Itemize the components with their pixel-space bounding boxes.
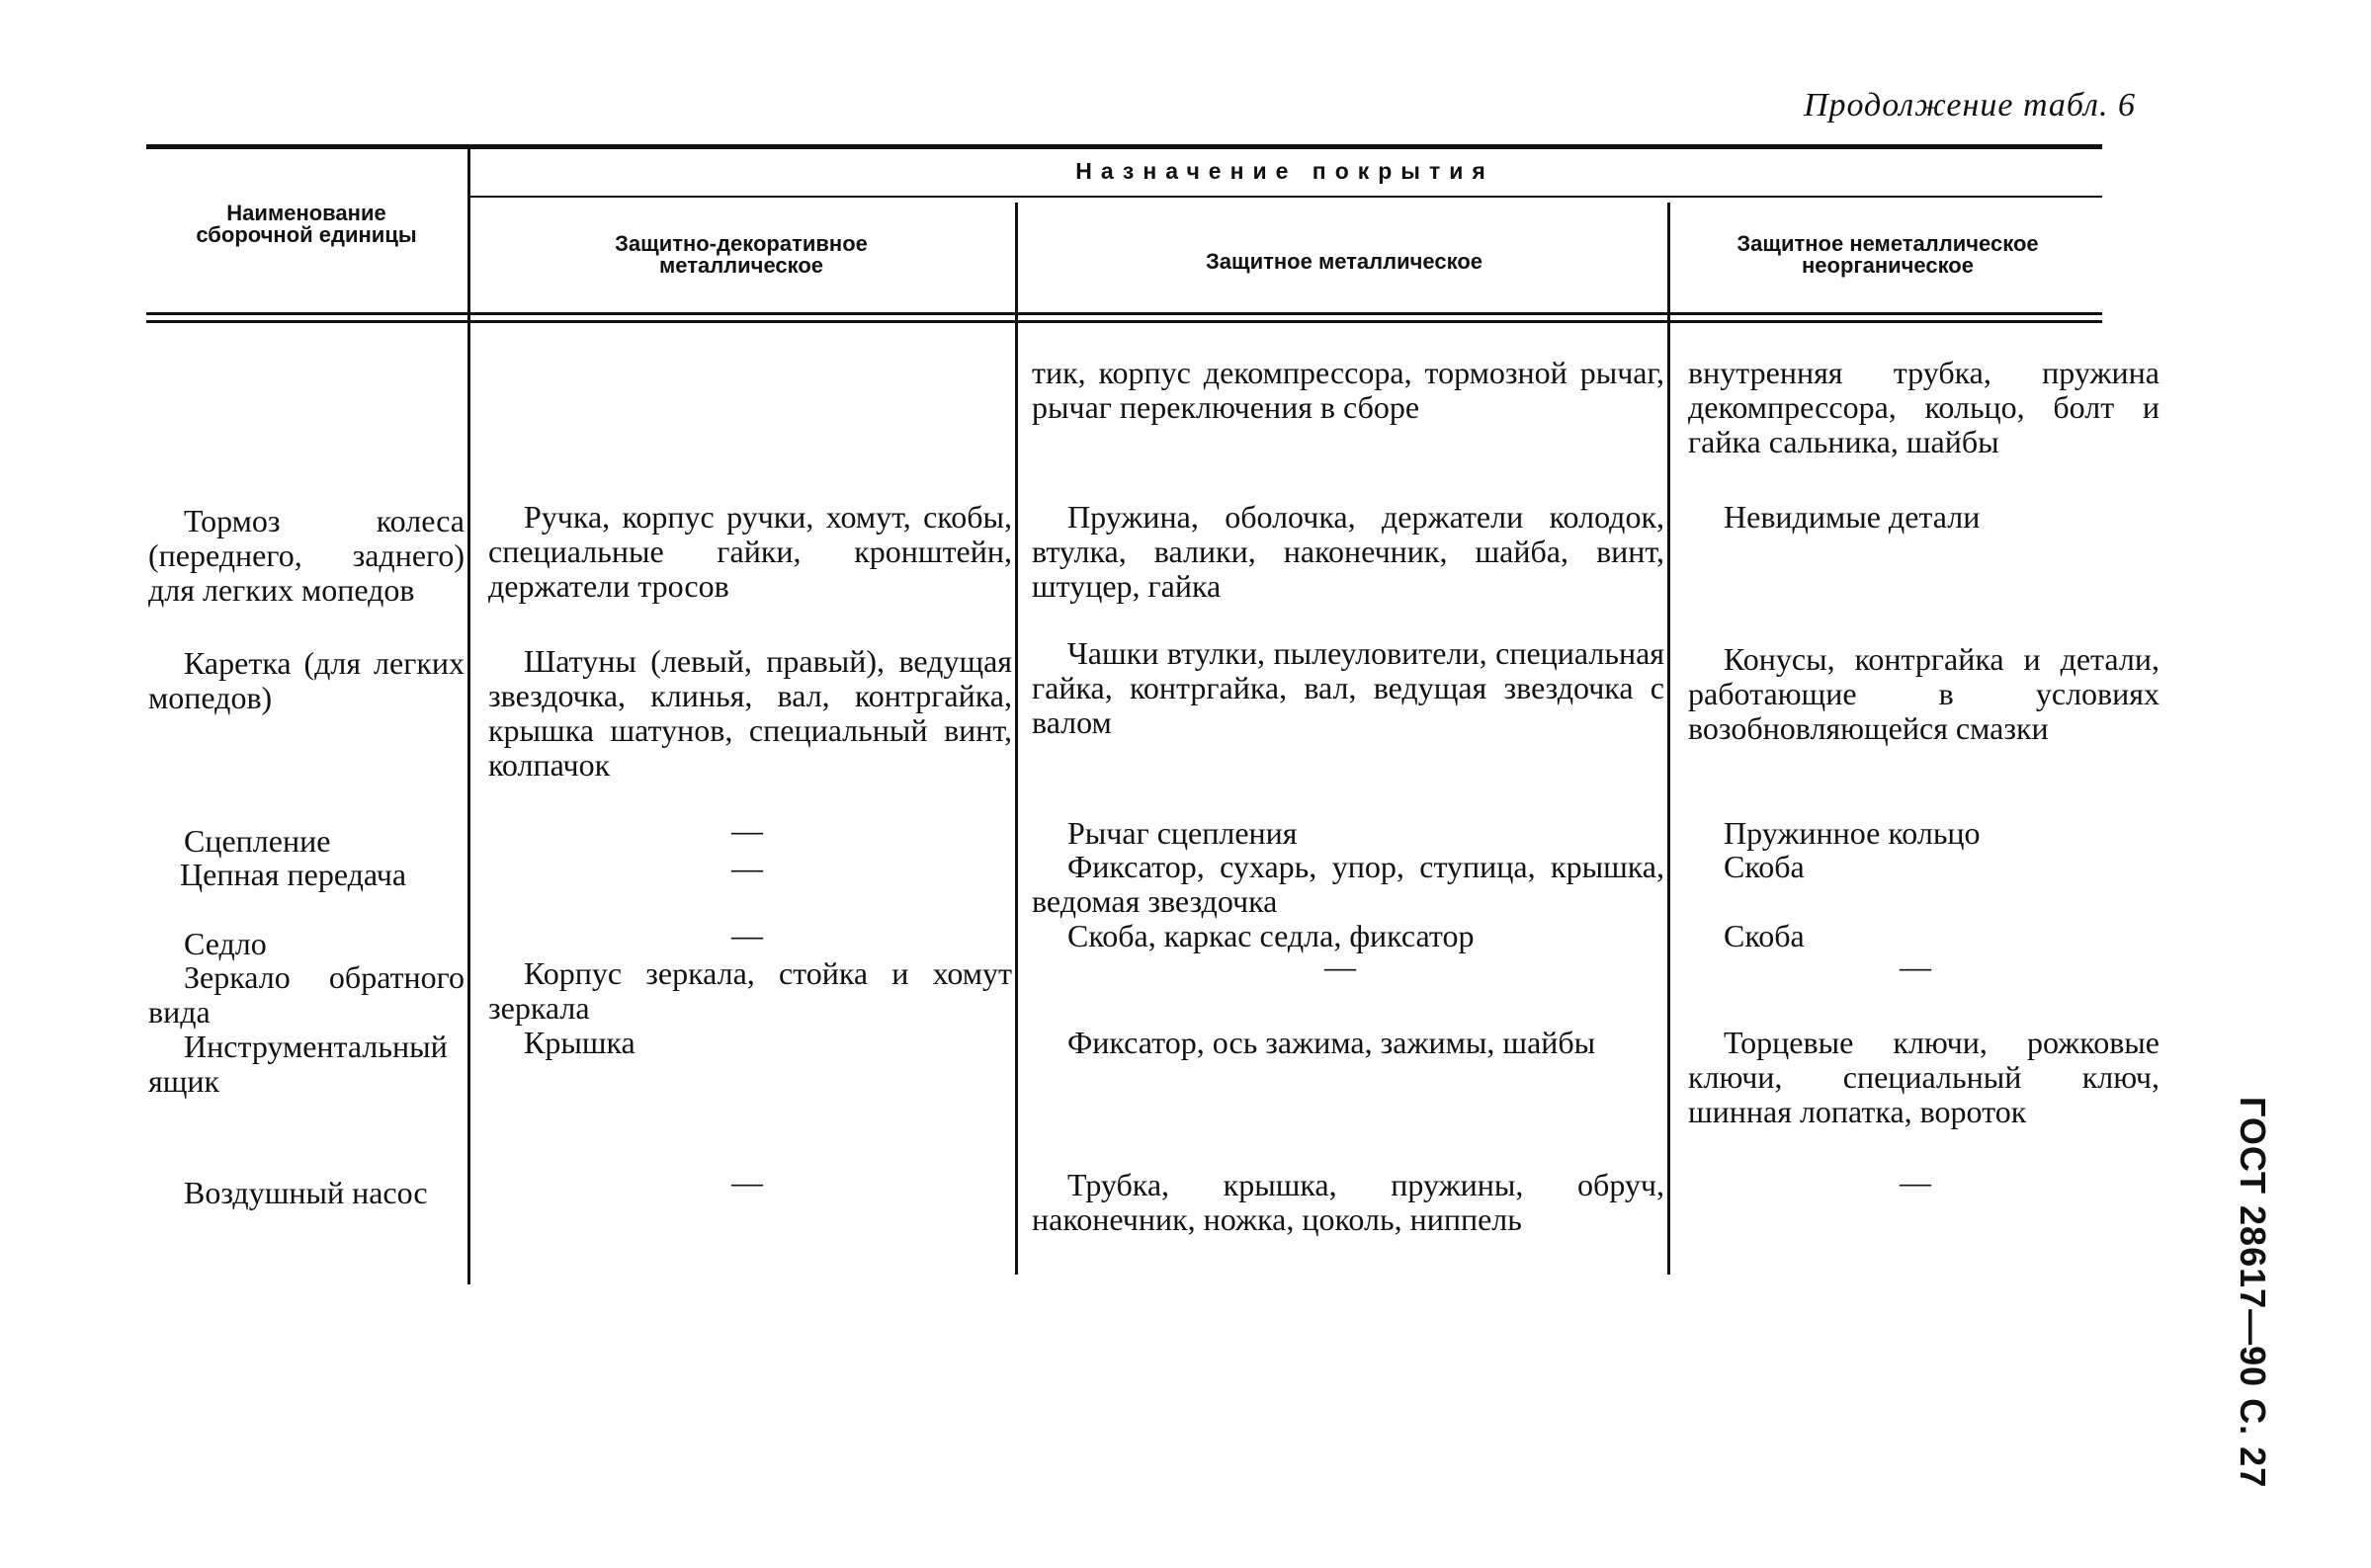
column-divider-1 (467, 148, 470, 1284)
row-1-c2: Пружина, оболочка, держатели колодок, втулка, валики, наконечник, шайба, винт, штуцер, гайка (1032, 499, 1664, 604)
table-caption: Продолжение табл. 6 (1803, 87, 2136, 124)
row-4-name: Цепная передача (180, 857, 407, 892)
group-underline-rule (468, 196, 2102, 198)
column-divider-2 (1015, 203, 1018, 1275)
row-3-c2: Рычаг сцепления (1067, 815, 1298, 851)
row-4-c1-dash: — (731, 850, 763, 885)
row-0-c3: внутренняя трубка, пружина декомпрессора, кольцо, болт и гайка сальника, шайбы (1688, 355, 2159, 459)
row-1-c1: Ручка, корпус ручки, хомут, скобы, специальные гайки, кронштейн, держатели тросов (488, 499, 1012, 604)
row-8-c3-dash: — (1900, 1164, 1931, 1199)
row-0-c2: тик, корпус декомпрессора, тормозной рычаг, рычаг переключения в сборе (1032, 355, 1664, 425)
column-divider-3 (1667, 203, 1670, 1275)
row-1-c3: Невидимые детали (1724, 499, 1981, 535)
header-col-metallic: Защитное металлическое (1205, 249, 1482, 274)
header-group-title: Назначение покрытия (1075, 158, 1494, 184)
row-8-name: Воздушный насос (184, 1175, 428, 1210)
row-4-c3: Скоба (1724, 849, 1805, 884)
header-bottom-rule-1 (146, 312, 2102, 315)
row-5-c2: Скоба, каркас седла, фиксатор (1067, 918, 1475, 953)
row-7-c3: Торцевые ключи, рожковые ключи, специальный ключ, шинная лопатка, вороток (1688, 1025, 2159, 1129)
row-2-c1: Шатуны (левый, правый), ведущая звездочка, клинья, вал, контргайка, крышка шатунов, специальный винт, колпачок (488, 643, 1012, 783)
row-1-name: Тормоз колеса (переднего, заднего) для легких мопедов (148, 503, 465, 608)
row-5-c3: Скоба (1724, 918, 1805, 953)
row-8-c2: Трубка, крышка, пружины, обруч, наконечник, ножка, цоколь, ниппель (1032, 1167, 1664, 1237)
header-bottom-rule-2 (146, 320, 2102, 323)
row-7-name: Инструментальный ящик (148, 1029, 448, 1099)
header-col-name: Наименование сборочной единицы (196, 201, 417, 247)
row-5-c1-dash: — (731, 917, 763, 952)
row-8-c1-dash: — (731, 1164, 763, 1199)
standard-page-label: ГОСТ 28617—90 С. 27 (2233, 1097, 2273, 1489)
row-4-c2: Фиксатор, сухарь, упор, ступица, крышка, ведомая звездочка (1032, 849, 1664, 919)
row-3-name: Сцепление (184, 823, 331, 859)
row-2-c2: Чашки втулки, пылеуловители, специальная гайка, контргайка, вал, ведущая звездочка с валом (1032, 635, 1664, 740)
table-top-rule (146, 144, 2102, 149)
header-col-decorative: Защитно-декоративное металлическое (615, 231, 868, 278)
row-6-c1: Корпус зеркала, стойка и хомут зеркала (488, 955, 1012, 1026)
row-2-name: Каретка (для легких мопедов) (148, 645, 465, 715)
row-6-c2-dash: — (1324, 949, 1356, 984)
header-col-nonmetallic: Защитное неметаллическое неорганическое (1736, 231, 2039, 278)
row-3-c3: Пружинное кольцо (1724, 815, 1981, 851)
row-2-c3: Конусы, контргайка и детали, работающие в условиях возобновляющейся смазки (1688, 641, 2159, 746)
row-7-c2: Фиксатор, ось зажима, зажимы, шайбы (1067, 1025, 1596, 1060)
row-6-c3-dash: — (1900, 949, 1931, 984)
row-5-name: Седло (184, 926, 267, 961)
row-6-name: Зеркало обратного вида (148, 959, 465, 1030)
row-3-c1-dash: — (731, 812, 763, 848)
row-7-c1: Крышка (524, 1025, 635, 1060)
